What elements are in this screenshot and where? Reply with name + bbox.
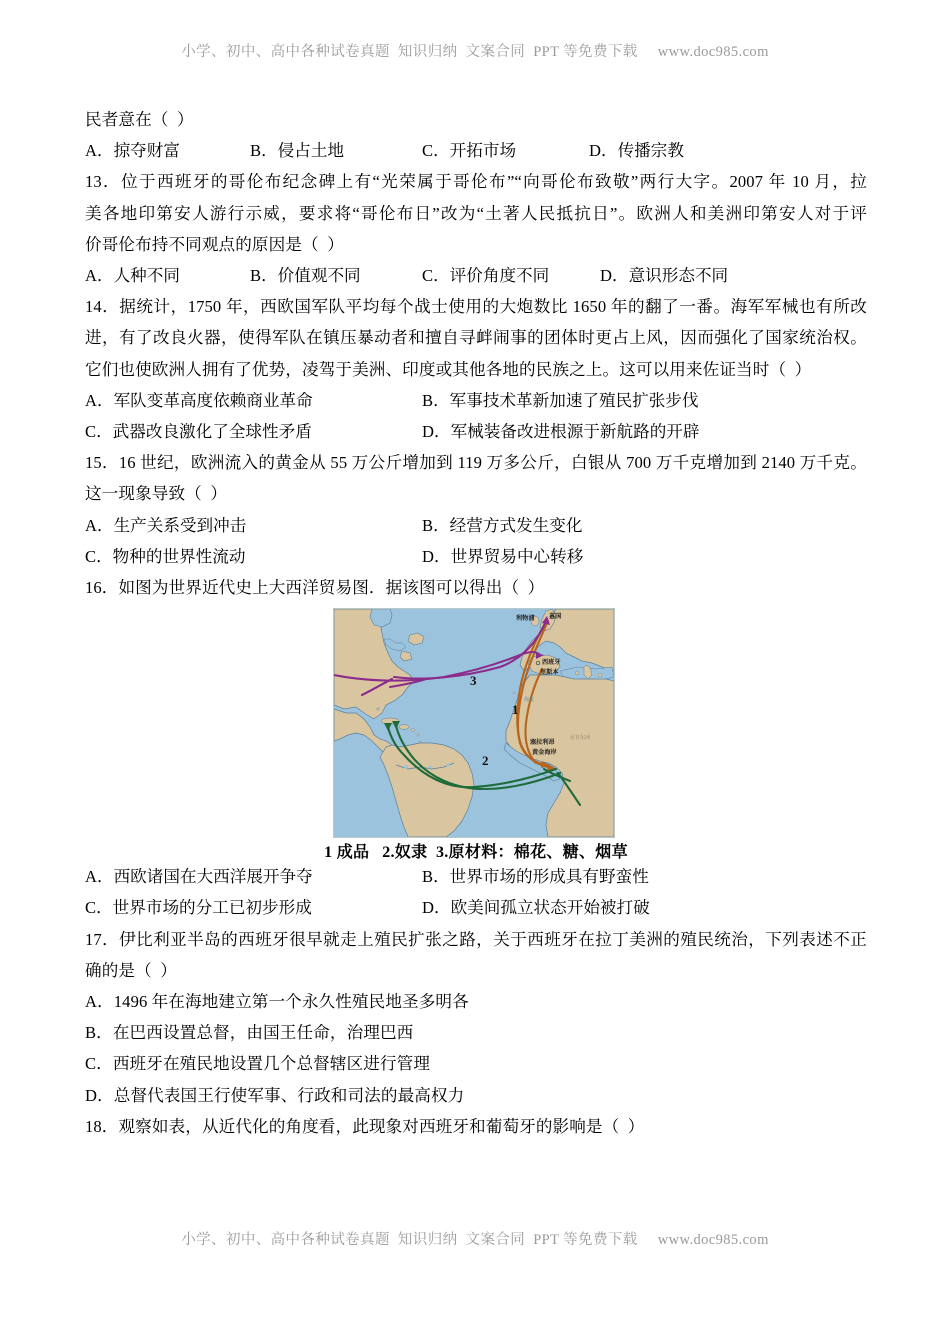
sicily-island xyxy=(598,673,602,677)
q16-option-c[interactable]: C．世界市场的分工已初步形成 xyxy=(85,898,312,918)
map-label-liverpool: 利物浦 xyxy=(516,615,535,623)
river-lake-2 xyxy=(428,766,431,769)
map-label-sierra-leone: 塞拉利昂 xyxy=(530,739,555,747)
q14-option-a[interactable]: A．军队变革高度依赖商业革命 xyxy=(85,390,313,410)
q13-option-d[interactable]: D．意识形态不同 xyxy=(600,266,729,285)
q14-option-b[interactable]: B．军事技术革新加速了殖民扩张步伐 xyxy=(422,390,699,410)
map-label-lisbon: 里斯本 xyxy=(540,669,559,677)
lesser-antilles-island xyxy=(417,734,419,736)
q14-option-d[interactable]: D．军械装备改进根源于新航路的开辟 xyxy=(422,421,700,441)
q16-option-b[interactable]: B．世界市场的形成具有野蛮性 xyxy=(422,867,649,887)
q16-option-d[interactable]: D．欧美间孤立状态开始被打破 xyxy=(422,898,650,918)
chesapeake-inlet xyxy=(377,708,379,710)
route-number-3: 3 xyxy=(470,673,477,689)
question-15-stem-line-1: 15．16 世纪，欧洲流入的黄金从 55 万公斤增加到 119 万多公斤，白银从 700 万千克增加到 2140 万千克。 xyxy=(85,453,867,473)
q16-option-a[interactable]: A．西欧诸国在大西洋展开争夺 xyxy=(85,867,313,887)
question-13-stem-line-3: 价哥伦布持不同观点的原因是（ ） xyxy=(85,234,344,254)
question-12-stem-tail: 民者意在（ ） xyxy=(85,110,194,129)
question-13-stem-line-1: 13．位于西班牙的哥伦布纪念碑上有“光荣属于哥伦布”“向哥伦布致敬”两行大字。2007 年 10 月，拉 xyxy=(85,172,867,192)
document-body xyxy=(85,104,867,1142)
hispaniola-island xyxy=(399,725,409,730)
q15-option-b[interactable]: B．经营方式发生变化 xyxy=(422,515,583,535)
q15-option-c[interactable]: C．物种的世界性流动 xyxy=(85,546,246,566)
question-15-stem-line-2: 这一现象导致（ ） xyxy=(85,484,228,504)
current-label-2: 尼日尔河 xyxy=(570,735,591,742)
question-14-stem-line-2: 进，有了改良火器，使得军队在镇压暴动者和擅自寻衅闹事的团体时更占上风，因而强化了国家统治权。 xyxy=(85,328,867,348)
q12-option-d[interactable]: D．传播宗教 xyxy=(589,141,684,161)
q17-option-b[interactable]: B．在巴西设置总督，由国王任命，治理巴西 xyxy=(85,1023,414,1043)
q17-option-c[interactable]: C．西班牙在殖民地设置几个总督辖区进行管理 xyxy=(85,1054,431,1074)
question-15-options-row-2 xyxy=(85,541,867,572)
current-label-1: 海流 xyxy=(524,697,535,704)
q17-option-a[interactable]: A．1496 年在海地建立第一个永久性殖民地圣多明各 xyxy=(85,991,469,1011)
question-13-options xyxy=(85,260,867,291)
q12-option-a[interactable]: A．掠夺财富 xyxy=(85,141,180,161)
q14-option-c[interactable]: C．武器改良激化了全球性矛盾 xyxy=(85,421,312,441)
map-label-britain: 英国 xyxy=(549,613,562,621)
map-label-spain: 西班牙 xyxy=(542,659,561,667)
q13-option-c[interactable]: C．评价角度不同 xyxy=(422,266,550,285)
question-14-stem-line-1: 14．据统计，1750 年，西欧国军队平均每个战士使用的大炮数比 1650 年的翻了一番。海军军械也有所改 xyxy=(85,297,867,317)
atlantic-trade-map xyxy=(333,608,615,838)
footer-watermark: 小学、初中、高中各种试卷真题 知识归纳 文案合同 PPT 等免费下载 www.doc985.com xyxy=(181,1232,769,1248)
q12-option-c[interactable]: C．开拓市场 xyxy=(422,141,517,161)
question-16-options-row-2 xyxy=(85,892,867,923)
river-lake-1 xyxy=(404,765,408,769)
canary-islands xyxy=(513,692,515,694)
q13-option-b[interactable]: B．价值观不同 xyxy=(250,266,361,285)
route-number-1: 1 xyxy=(512,702,519,718)
question-17-stem-line-1: 17．伊比利亚半岛的西班牙很早就走上殖民扩张之路，关于西班牙在拉丁美洲的殖民统治，下列表述不正 xyxy=(85,929,867,949)
question-14-options-row-2 xyxy=(85,416,867,447)
q17-option-d[interactable]: D．总督代表国王行使军事、行政和司法的最高权力 xyxy=(85,1085,465,1105)
q12-option-b[interactable]: B．侵占土地 xyxy=(250,141,345,161)
question-13-stem-line-2: 美各地印第安人游行示威，要求将“哥伦布日”改为“土著人民抵抗日”。欧洲人和美洲印第安人对于评 xyxy=(85,203,867,223)
question-16-stem: 16．如图为世界近代史上大西洋贸易图．据该图可以得出（ ） xyxy=(85,577,545,597)
map-svg xyxy=(334,609,614,837)
question-14-options-row-1 xyxy=(85,385,867,416)
question-15-options-row-1 xyxy=(85,510,867,541)
q13-option-a[interactable]: A．人种不同 xyxy=(85,266,180,285)
q15-option-a[interactable]: A．生产关系受到冲击 xyxy=(85,515,247,535)
question-12-options xyxy=(85,135,867,166)
atlantic-trade-figure xyxy=(85,603,867,861)
river-lake-3 xyxy=(446,764,449,767)
question-16-options-row-1 xyxy=(85,861,867,892)
figure-caption: 1 成品 2.奴隶 3.原材料：棉花、糖、烟草 xyxy=(324,844,628,862)
map-label-gold-coast: 黄金海岸 xyxy=(532,749,557,757)
puerto-rico-island xyxy=(411,729,414,732)
header-watermark: 小学、初中、高中各种试卷真题 知识归纳 文案合同 PPT 等免费下载 www.doc985.com xyxy=(181,44,769,60)
question-18-stem: 18．观察如表，从近代化的角度看，此现象对西班牙和葡萄牙的影响是（ ） xyxy=(85,1116,645,1136)
question-14-stem-line-3: 它们也使欧洲人拥有了优势，凌驾于美洲、印度或其他各地的民族之上。这可以用来佐证当时（ ） xyxy=(85,359,812,379)
route-number-2: 2 xyxy=(482,753,489,769)
question-17-stem-line-2: 确的是（ ） xyxy=(85,960,177,980)
q15-option-d[interactable]: D．世界贸易中心转移 xyxy=(422,546,584,566)
balearic-island xyxy=(575,671,579,675)
